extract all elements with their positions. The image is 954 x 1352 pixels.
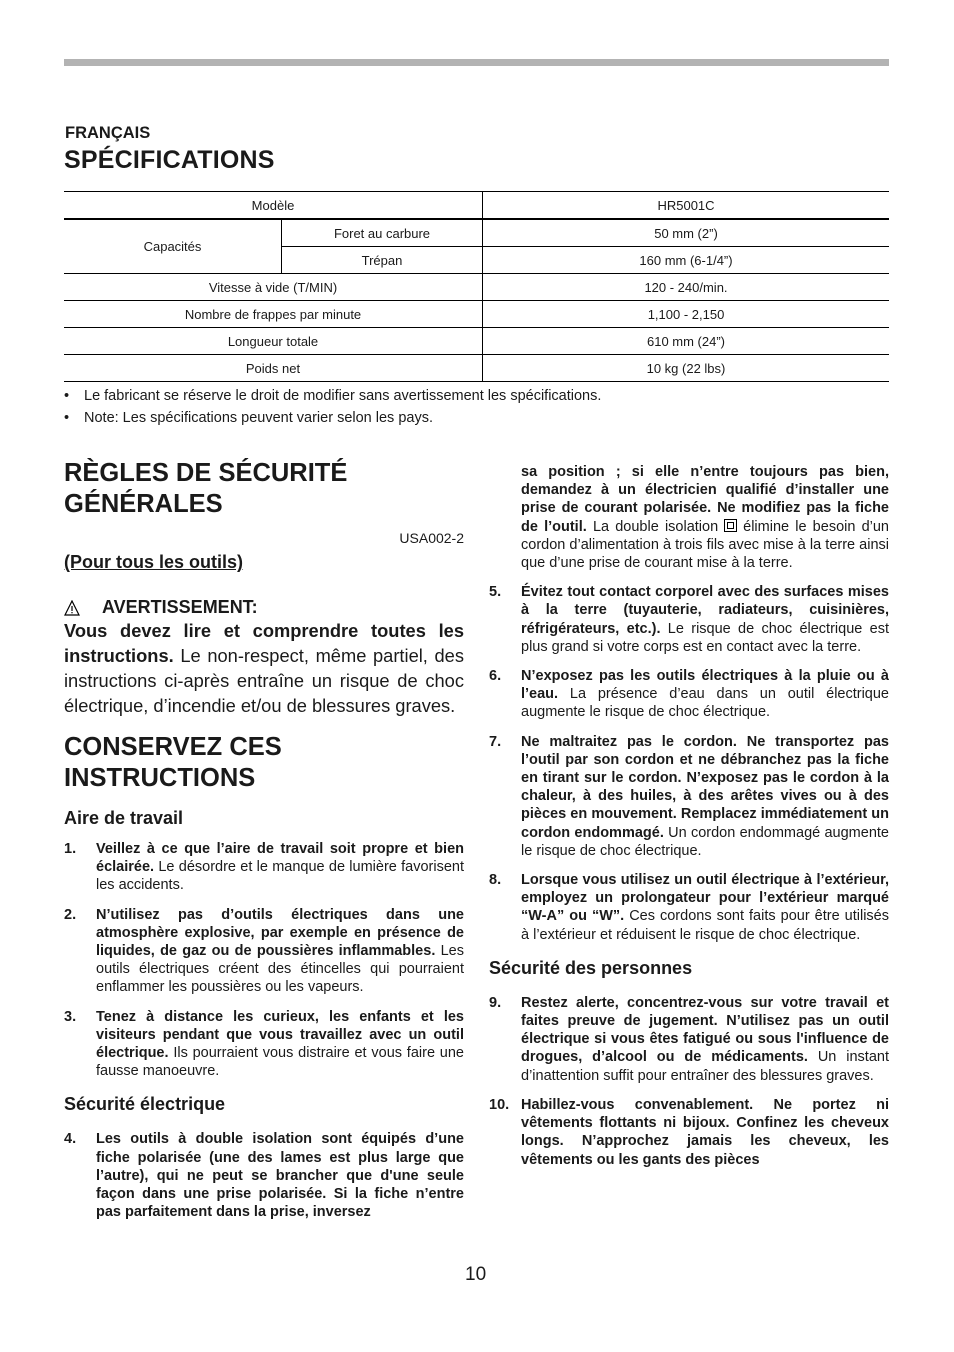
spec-note [64,388,601,404]
list-item [489,871,889,944]
table-cell: 10 kg (22 lbs) [483,355,890,382]
item-plain: Un instant d’inattention suffit pour entraîner des blessures graves. [521,1049,889,1084]
item-bold: Les outils à double isolation sont équipés d’une fiche polarisée (une des lames est plus large que l’autre), qui ne peut se brancher que d'une seule façon dans une prise polarisée. Si la fiche n’entre pas parfaitement dans la prise, inversez [96,1131,464,1221]
section-title [64,458,464,520]
item-plain: Le risque de choc électrique est plus grand si votre corps est en contact avec la terre. [521,620,889,655]
table-cell: Foret au carbure [282,219,483,247]
subsection-heading: Sécurité des personnes [489,957,693,978]
list-item [64,840,464,895]
subsection-heading: Aire de travail [64,808,184,828]
item-bold: N’utilisez pas d’outils électriques dans une atmosphère explosive, par exemple en présence de liquides, de gaz ou de poussières inflammables. [96,906,464,960]
item-plain: La double isolation [586,518,719,535]
item-text [521,994,889,1085]
item-text [521,583,889,656]
item-text [521,871,889,944]
list-item-continuation [521,463,889,572]
table-cell: Longueur totale [227,333,319,349]
item-bold: Restez alerte, concentrez-vous sur votre travail et faites preuve de jugement. N’utilisez pas un outil électrique si vous êtes fatigué ou sous l'influence de drogues, d’alcool ou de médicaments. [521,994,889,1066]
table-cell: Vitesse à vide (T/MIN) [208,279,338,295]
page-title: SPÉCIFICATIONS [64,146,275,174]
item-number: 9. [489,994,502,1011]
warning-body [64,618,464,718]
note-text: Note: Les spécifications peuvent varier selon les pays. [84,410,433,426]
item-plain: élimine le besoin d’un cordon d’alimentation à trois fils avec mise à la terre ainsi que d’une prise de courant mise à la terre. [521,518,889,572]
item-plain: Le désordre et le manque de lumière favorisent les accidents. [96,859,464,894]
note-text: Le fabricant se réserve le droit de modifier sans avertissement les spécifications. [84,388,602,404]
table-cell: 160 mm (6-1/4”) [483,247,890,274]
warning-icon [64,600,80,616]
list-item [489,1096,889,1169]
warning-heading [64,597,464,618]
list-item [64,1130,464,1221]
item-bold: Veillez à ce que l’aire de travail soit propre et bien éclairée. [96,841,464,876]
table-row [64,328,889,355]
warning-heading-text: AVERTISSEMENT: [102,597,258,617]
item-number: 1. [64,841,77,857]
item-number: 10. [489,1096,510,1113]
item-number: 5. [489,584,502,601]
item-text [96,1130,464,1221]
item-number: 6. [489,668,502,685]
item-bold: Évitez tout contact corporel avec des surfaces mises à la terre (tuyauterie, radiateurs, cuisinières, réfrigérateurs, etc.). [521,584,889,637]
item-plain: Les outils électriques créent des étincelles qui pourraient enflammer les poussières ou les vapeurs. [96,943,464,996]
table-cell: 1,100 - 2,150 [483,301,890,328]
right-column [489,463,889,1169]
language-label: FRANÇAIS [65,124,151,142]
item-text [521,1096,889,1169]
table-row [64,192,889,220]
item-plain: Un cordon endommagé augmente le risque de choc électrique. [521,824,889,859]
list-item [64,906,464,997]
header-rule [64,59,889,66]
spec-table [64,191,889,382]
table-cell: Nombre de frappes par minute [184,306,362,322]
item-number: 7. [489,733,502,750]
document-code: USA002-2 [399,530,464,546]
table-cell: HR5001C [483,192,890,220]
item-number: 2. [64,906,77,923]
spec-note [64,410,433,426]
item-text [521,667,889,722]
page-number: 10 [465,1264,487,1285]
table-cell: Poids net [245,360,301,376]
bullet: • [64,410,70,426]
bullet: • [64,388,70,404]
item-plain: Ces cordons sont faits pour être utilisés à l’extérieur et réduisent le risque de choc électrique. [521,908,889,943]
table-cell: Capacités [143,239,202,254]
item-plain: Ils pourraient vous distraire et vous faire une fausse manoeuvre. [96,1045,464,1080]
section-title [64,732,464,794]
item-text [96,906,464,997]
list-item [64,1008,464,1081]
table-row [64,219,889,247]
section-title-line: CONSERVEZ CES [64,733,282,761]
table-row [64,274,889,301]
section-title-line: GÉNÉRALES [64,490,223,518]
item-text [96,840,464,895]
list-item [489,994,889,1085]
table-row [64,301,889,328]
item-text [96,1008,464,1081]
table-cell: 50 mm (2”) [483,219,890,247]
table-cell: Trépan [282,247,483,274]
section-title-line: RÈGLES DE SÉCURITÉ [64,459,348,487]
double-insulation-icon [724,519,737,532]
item-plain: La présence d’eau dans un outil électrique augmente le risque de choc électrique. [521,686,889,721]
list-item [489,667,889,722]
item-text [521,733,889,860]
section-title-line: INSTRUCTIONS [64,764,256,792]
item-number: 8. [489,872,502,889]
item-bold: Lorsque vous utilisez un outil électrique à l’extérieur, employez un prolongateur pour l’extérieur marqué “W-A” ou “W”. [521,872,889,925]
item-bold: Tenez à distance les curieux, les enfants et les visiteurs pendant que vous travaillez avec un outil électrique. [96,1008,464,1062]
subsection-heading: Sécurité électrique [64,1094,226,1115]
item-number: 3. [64,1008,77,1025]
item-bold: Habillez-vous convenablement. Ne portez ni vêtements flottants ni bijoux. Confinez les cheveux longs. N’approchez jamais les cheveux, les vêtements ou les gants des pièces [521,1096,889,1168]
table-cell: Modèle [251,197,295,213]
subtitle [64,552,464,573]
warning-bold: Vous devez lire et comprendre toutes les instructions. [64,620,464,666]
left-column [64,458,464,1221]
table-cell: 120 - 240/min. [483,274,890,301]
item-bold: sa position ; si elle n’entre toujours pas bien, demandez à un électricien qualifié d’installer une prise de courant polarisée. Ne modifiez pas la fiche de l’outil. [521,464,889,535]
list-item [489,733,889,860]
table-row [64,355,889,382]
item-bold: Ne maltraitez pas le cordon. Ne transportez pas l’outil par son cordon et ne débranchez pas la fiche en tirant sur le cordon. N’exposez pas le cordon à la chaleur, à des huiles, à des arêtes vives ou à des pièces en mouvement. Remplacez immédiatement un cordon endommagé. [521,733,889,841]
subtitle-text: (Pour tous les outils) [64,552,244,572]
item-number: 4. [64,1131,77,1148]
table-cell: 610 mm (24”) [483,328,890,355]
warning-text: Le non-respect, même partiel, des instructions ci-après entraîne un risque de choc électrique, d’incendie et/ou de blessures graves. [64,645,464,716]
list-item [489,583,889,656]
item-bold: N’exposez pas les outils électriques à la pluie ou à l’eau. [521,668,889,703]
